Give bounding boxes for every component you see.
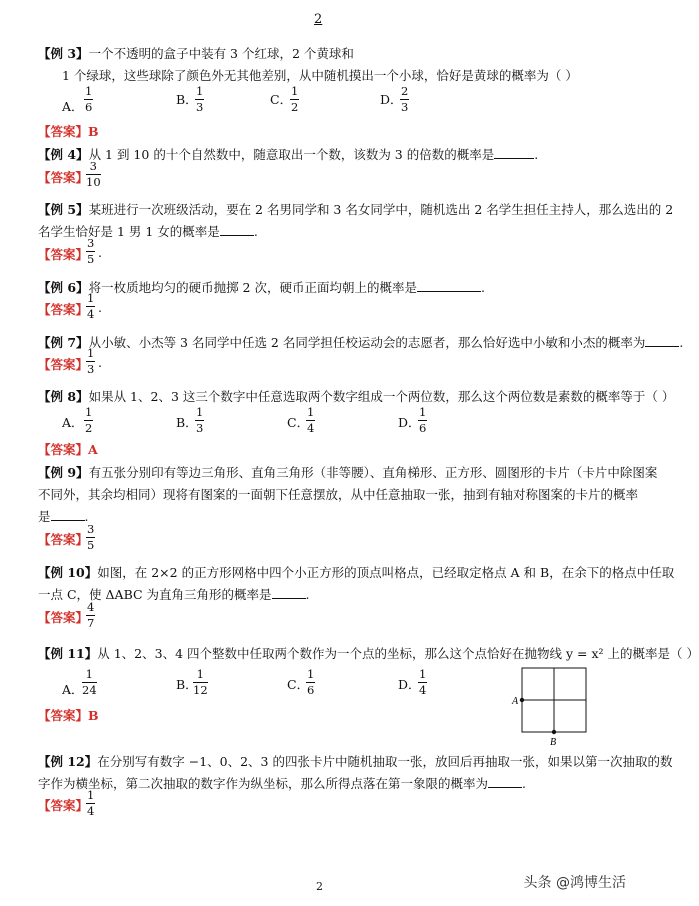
- example-7-answer-tag: 【答案】: [38, 357, 89, 372]
- example-10-answer-tag: 【答案】: [38, 610, 89, 625]
- example-7-line: 【例 7】从小敏、小杰等 3 名同学中任选 2 名同学担任校运动会的志愿者，那么恰好选中小敏和小杰的概率为 .: [38, 335, 684, 350]
- example-5-answer-tag: 【答案】: [38, 247, 89, 262]
- example-12-answer-fraction: 1 4: [87, 788, 95, 818]
- example-3-line-2: 1 个绿球，这些球除了颜色外无其他差别，从中随机摸出一个小球，恰好是黄球的概率为（ ）: [62, 68, 578, 83]
- example-7-answer-fraction: 1 3: [87, 346, 95, 376]
- grid-figure: [510, 664, 594, 750]
- example-9-line-1: 【例 9】有五张分别印有等边三角形、直角三角形（非等腰）、直角梯形、正方形、圆图形的卡片（卡片中除图案: [38, 465, 658, 480]
- example-8-option-c: C．: [287, 415, 310, 430]
- point-b-dot: [552, 730, 556, 734]
- example-11-option-a-fraction: 1 24: [82, 667, 97, 697]
- example-3-line-1: [38, 44, 354, 62]
- example-11-option-c: C．: [287, 677, 310, 692]
- example-4-answer-tag: 【答案】: [38, 170, 89, 185]
- page-number-bottom: 2: [316, 880, 323, 893]
- example-3-tag: 【例 3】: [38, 46, 89, 61]
- example-5-answer-end: .: [98, 245, 102, 260]
- example-8-option-b-fraction: 1 3: [196, 405, 204, 435]
- example-3-option-a: A．: [62, 99, 84, 114]
- example-9-line-2: 不同外，其余均相同）现将有图案的一面朝下任意摆放，从中任意抽取一张，抽到有轴对称图案的卡片的概率: [38, 487, 639, 502]
- example-11-option-a: A．: [62, 682, 84, 697]
- example-8-option-d-fraction: 1 6: [419, 405, 427, 435]
- example-11-option-d-fraction: 1 4: [419, 667, 427, 697]
- example-5-line-2: 名学生恰好是 1 男 1 女的概率是 .: [38, 224, 258, 239]
- example-8-line: 【例 8】如果从 1、2、3 这三个数字中任意选取两个数字组成一个两位数，那么这个两位数是素数的概率等于（ ）: [38, 389, 675, 404]
- example-8-option-a: A．: [62, 415, 84, 430]
- example-8-answer: 【答案】A: [38, 442, 98, 457]
- example-9-answer-fraction: 3 5: [87, 522, 95, 552]
- example-4-answer-fraction: 3 10: [86, 159, 101, 189]
- example-8-option-c-fraction: 1 4: [307, 405, 315, 435]
- example-10-line-2: 一点 C，使 ΔABC 为直角三角形的概率是 .: [38, 587, 310, 602]
- point-b-label: B: [550, 737, 557, 748]
- example-10-line-1: 【例 10】如图，在 2×2 的正方形网格中四个小正方形的顶点叫格点，已经取定格点 A 和 B，在余下的格点中任取: [38, 565, 675, 580]
- example-12-line-2: 字作为横坐标，第二次抽取的数字作为纵坐标，那么所得点落在第一象限的概率为 .: [38, 776, 526, 791]
- example-11-answer: 【答案】B: [38, 708, 99, 723]
- example-7-answer-end: .: [98, 355, 102, 370]
- point-a-label: A: [512, 696, 519, 707]
- page-number-top: 2: [314, 12, 323, 27]
- watermark: 头条 @鸿博生活: [523, 875, 626, 891]
- example-8-option-b: B．: [176, 415, 198, 430]
- example-11-option-b-fraction: 1 12: [193, 667, 208, 697]
- example-12-answer-tag: 【答案】: [38, 798, 89, 813]
- example-3-option-a-fraction: 1 6: [85, 84, 93, 114]
- example-9-answer-tag: 【答案】: [38, 532, 89, 547]
- example-3-option-c: C．: [270, 92, 293, 107]
- example-9-line-3: 是 .: [38, 509, 89, 524]
- example-11-option-d: D．: [398, 677, 421, 692]
- example-6-answer-fraction: 1 4: [87, 291, 95, 321]
- example-11-line: 【例 11】从 1、2、3、4 四个整数中任取两个数作为一个点的坐标，那么这个点恰好在抛物线 y = x² 上的概率是（ ）: [38, 646, 699, 661]
- example-11-option-c-fraction: 1 6: [307, 667, 315, 697]
- example-3-option-d-fraction: 2 3: [401, 84, 409, 114]
- example-8-option-a-fraction: 1 2: [85, 405, 93, 435]
- example-3-option-b-fraction: 1 3: [196, 84, 204, 114]
- point-a-dot: [520, 698, 524, 702]
- example-4-line: 【例 4】从 1 到 10 的十个自然数中，随意取出一个数，该数为 3 的倍数的概率是 .: [38, 147, 539, 162]
- example-3-option-c-fraction: 1 2: [291, 84, 299, 114]
- example-3-text-1: 一个不透明的盒子中装有 3 个红球，2 个黄球和: [88, 46, 354, 61]
- example-6-answer-end: .: [98, 300, 102, 315]
- example-8-option-d: D．: [398, 415, 421, 430]
- example-3-option-d: D．: [380, 92, 403, 107]
- example-3-option-b: B．: [176, 92, 198, 107]
- example-10-answer-fraction: 4 7: [87, 600, 95, 630]
- example-5-line-1: 【例 5】某班进行一次班级活动，要在 2 名男同学和 3 名女同学中，随机选出 2 名学生担任主持人，那么选出的 2: [38, 202, 674, 217]
- example-5-answer-fraction: 3 5: [87, 236, 95, 266]
- example-3-answer: 【答案】B: [38, 124, 99, 139]
- example-6-line: 【例 6】将一枚质地均匀的硬币抛掷 2 次，硬币正面均朝上的概率是 .: [38, 280, 485, 295]
- example-11-option-b: B．: [176, 677, 198, 692]
- example-6-answer-tag: 【答案】: [38, 302, 89, 317]
- example-12-line-1: 【例 12】在分别写有数字 −1、0、2、3 的四张卡片中随机抽取一张，放回后再抽取一张，如果以第一次抽取的数: [38, 754, 673, 769]
